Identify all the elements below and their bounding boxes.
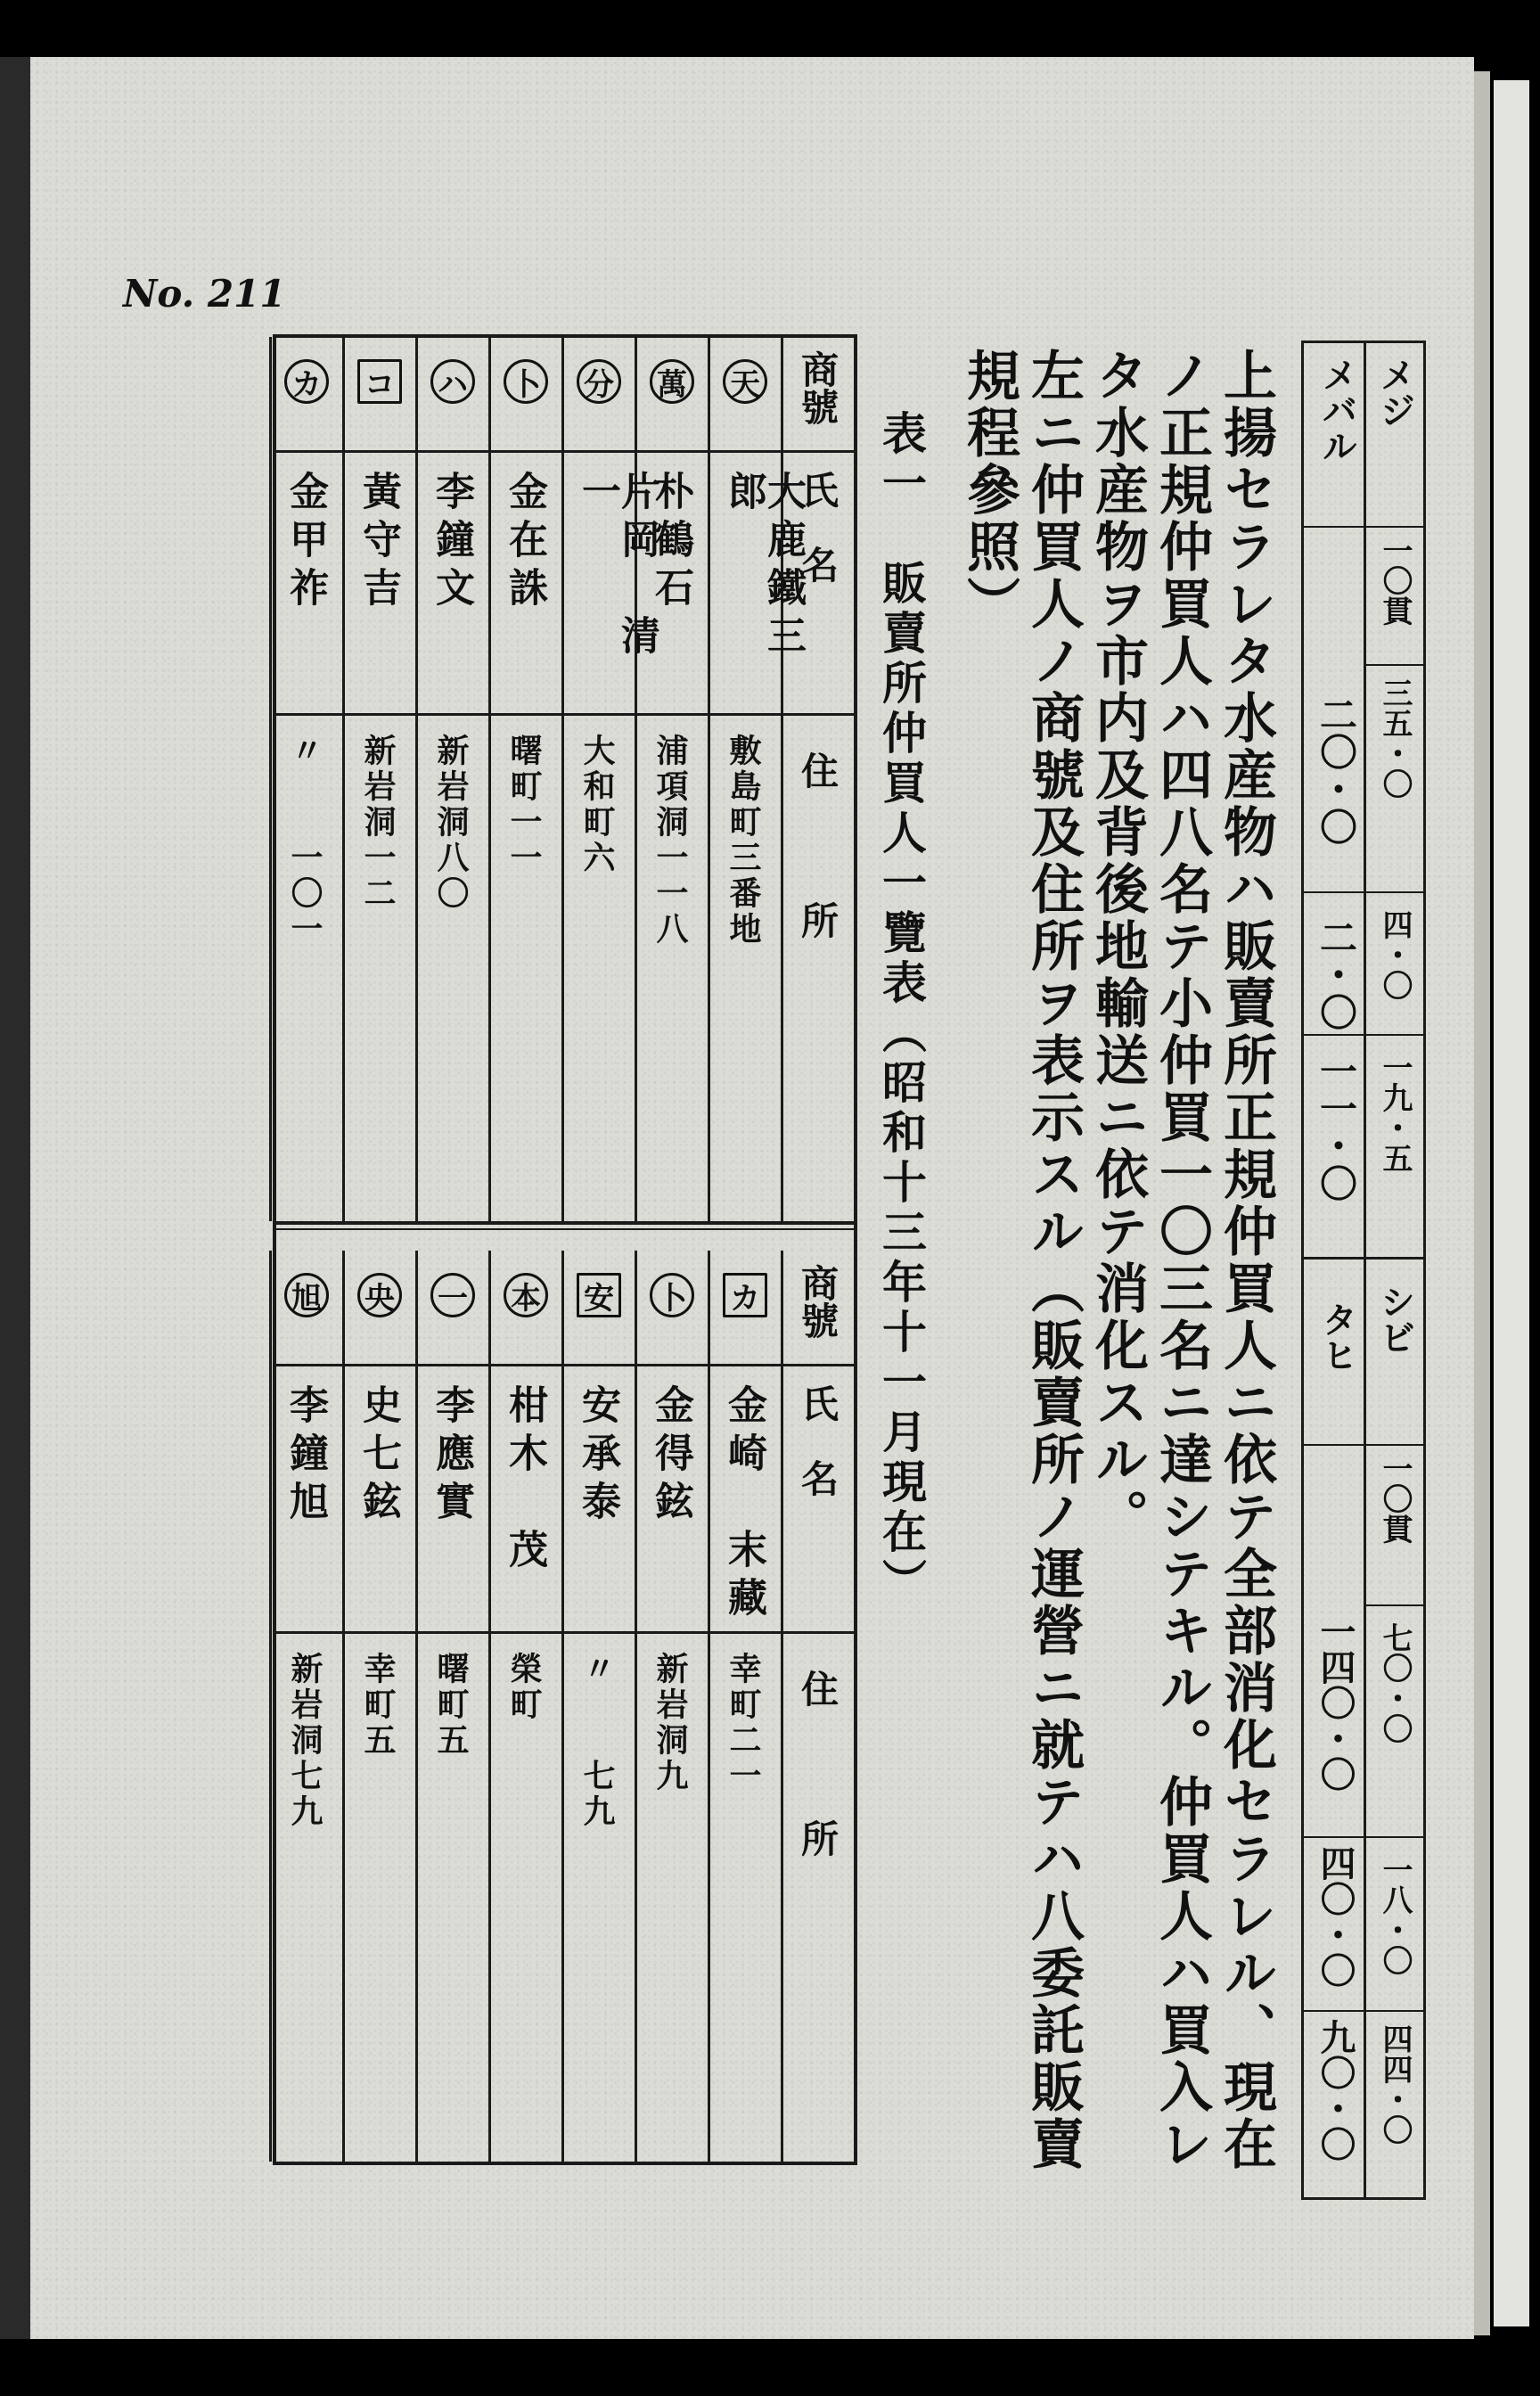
column-rule: [635, 337, 637, 1221]
next-page-edge: [1494, 80, 1529, 2326]
merchant-name: 金甲祚: [283, 471, 328, 615]
merchant-address: 榮町: [505, 1652, 543, 1723]
column-rule: [488, 337, 491, 1221]
shop-mark: 天: [723, 359, 767, 404]
column-rule: [635, 1251, 637, 2162]
merchant-address: 曙町五: [432, 1652, 470, 1759]
merchant-address: 曙町一一: [505, 734, 543, 876]
merchant-address: 大和町六: [578, 734, 616, 876]
paragraph-line: 上揚セラレタ水産物ハ販賣所正規仲買人ニ依テ全部消化セラレル、現在: [1215, 348, 1277, 2173]
merchant-name: 金得鉉: [648, 1384, 693, 1529]
price-value: 四四・〇: [1377, 2023, 1413, 2145]
merchant-name: 安承泰: [575, 1384, 620, 1529]
merchant-address: 〃 七九: [578, 1652, 616, 1830]
price-value: 四〇・〇: [1315, 1845, 1356, 1988]
merchant-address: 浦項洞一一八: [651, 734, 689, 948]
shop-mark: カ: [284, 359, 329, 404]
header-address: 住 所: [796, 751, 840, 939]
price-value: 七〇・〇: [1377, 1622, 1413, 1744]
column-rule: [415, 1251, 418, 2162]
column-rule: [488, 1251, 491, 2162]
merchant-name: 李鐘文: [429, 471, 474, 615]
merchant-name: 金崎 末藏: [721, 1384, 766, 1625]
merchant-address: 新岩洞一二: [359, 734, 397, 912]
shop-mark: コ: [357, 359, 402, 404]
header-address: 住 所: [796, 1670, 840, 1857]
page-edge: [1474, 71, 1490, 2335]
price-value: 一九・五: [1377, 1052, 1413, 1173]
shop-mark: 本: [504, 1273, 548, 1317]
price-value: 三五・〇: [1377, 677, 1413, 799]
merchant-address: 新岩洞七九: [286, 1652, 324, 1830]
shop-mark: 央: [357, 1273, 402, 1317]
paragraph-line: ノ正規仲買人ハ四八名テ小仲買一〇三名ニ達シテキル。仲買人ハ買入レ: [1151, 348, 1213, 2173]
column-rule: [561, 1251, 564, 2162]
merchant-name: 金在誅: [502, 471, 547, 615]
price-label: メバル: [1316, 357, 1358, 464]
book-binding: [0, 57, 30, 2339]
price-label: シビ: [1374, 1284, 1416, 1355]
page-number: No. 211: [123, 272, 286, 316]
price-label: メジ: [1374, 357, 1416, 428]
column-rule: [269, 1251, 272, 2162]
shop-mark: ハ: [430, 359, 475, 404]
shop-mark: 卜: [504, 359, 548, 404]
column-rule: [342, 1251, 345, 2162]
paragraph-line: タ水産物ヲ市内及背後地輸送ニ依テ消化スル。: [1086, 348, 1149, 1546]
column-rule: [708, 1251, 710, 2162]
column-rule: [781, 1251, 783, 2162]
price-value: 一八・〇: [1377, 1854, 1413, 1975]
column-rule: [781, 337, 783, 1221]
price-value: 一〇貫: [1377, 535, 1413, 626]
price-value: 一一・〇: [1315, 1052, 1358, 1202]
paragraph-line: 規程參照）: [958, 348, 1020, 633]
column-rule: [415, 337, 418, 1221]
price-value: 九〇・〇: [1315, 2019, 1356, 2162]
merchant-address: 新岩洞九: [651, 1652, 689, 1794]
merchant-address: 幸町二一: [725, 1652, 762, 1794]
merchant-name: 史七鉉: [356, 1384, 401, 1529]
column-rule: [269, 337, 272, 1221]
price-value: 二・〇: [1315, 918, 1358, 1030]
column-rule: [561, 337, 564, 1221]
merchant-name: 李鐘旭: [283, 1384, 328, 1529]
header-name: 氏 名: [796, 471, 840, 583]
merchant-name: 黃守吉: [356, 471, 401, 615]
shop-mark: 卜: [650, 1273, 694, 1317]
price-value: 四・〇: [1377, 909, 1413, 1000]
merchant-address: 新岩洞八〇: [432, 734, 470, 912]
price-value: 一〇貫: [1377, 1453, 1413, 1544]
merchant-address: 敷島町三番地: [725, 734, 762, 948]
paragraph-line: 左ニ仲買人ノ商號及住所ヲ表示スル（販賣所ノ運營ニ就テハ八委託販賣: [1022, 348, 1085, 2173]
price-value: 二〇・〇: [1315, 695, 1358, 845]
merchant-name: 大鹿鐵三郎: [721, 471, 806, 663]
header-mark: 商號: [796, 350, 840, 425]
shop-mark: 一: [430, 1273, 475, 1317]
price-value: 一四〇・〇: [1315, 1613, 1356, 1792]
merchant-name: 柑木 茂: [502, 1384, 547, 1577]
column-rule: [342, 337, 345, 1221]
column-rule: [708, 337, 710, 1221]
shop-mark: 旭: [284, 1273, 329, 1317]
header-name: 氏 名: [796, 1384, 840, 1497]
shop-mark: 萬: [650, 359, 694, 404]
header-mark: 商號: [796, 1264, 840, 1339]
merchant-name: 朴鶴石: [648, 471, 693, 615]
merchant-address: 幸町五: [359, 1652, 397, 1759]
price-label: タヒ: [1316, 1301, 1358, 1373]
shop-mark: 分: [577, 359, 621, 404]
table-caption: 表一 販賣所仲買人一覽表（昭和十三年十一月現在）: [875, 410, 928, 1608]
merchant-name: 片岡 清一: [575, 471, 659, 663]
shop-mark: カ: [723, 1273, 767, 1317]
merchant-name: 李應實: [429, 1384, 474, 1529]
shop-mark: 安: [577, 1273, 621, 1317]
merchant-address: 〃 一〇一: [286, 734, 324, 948]
